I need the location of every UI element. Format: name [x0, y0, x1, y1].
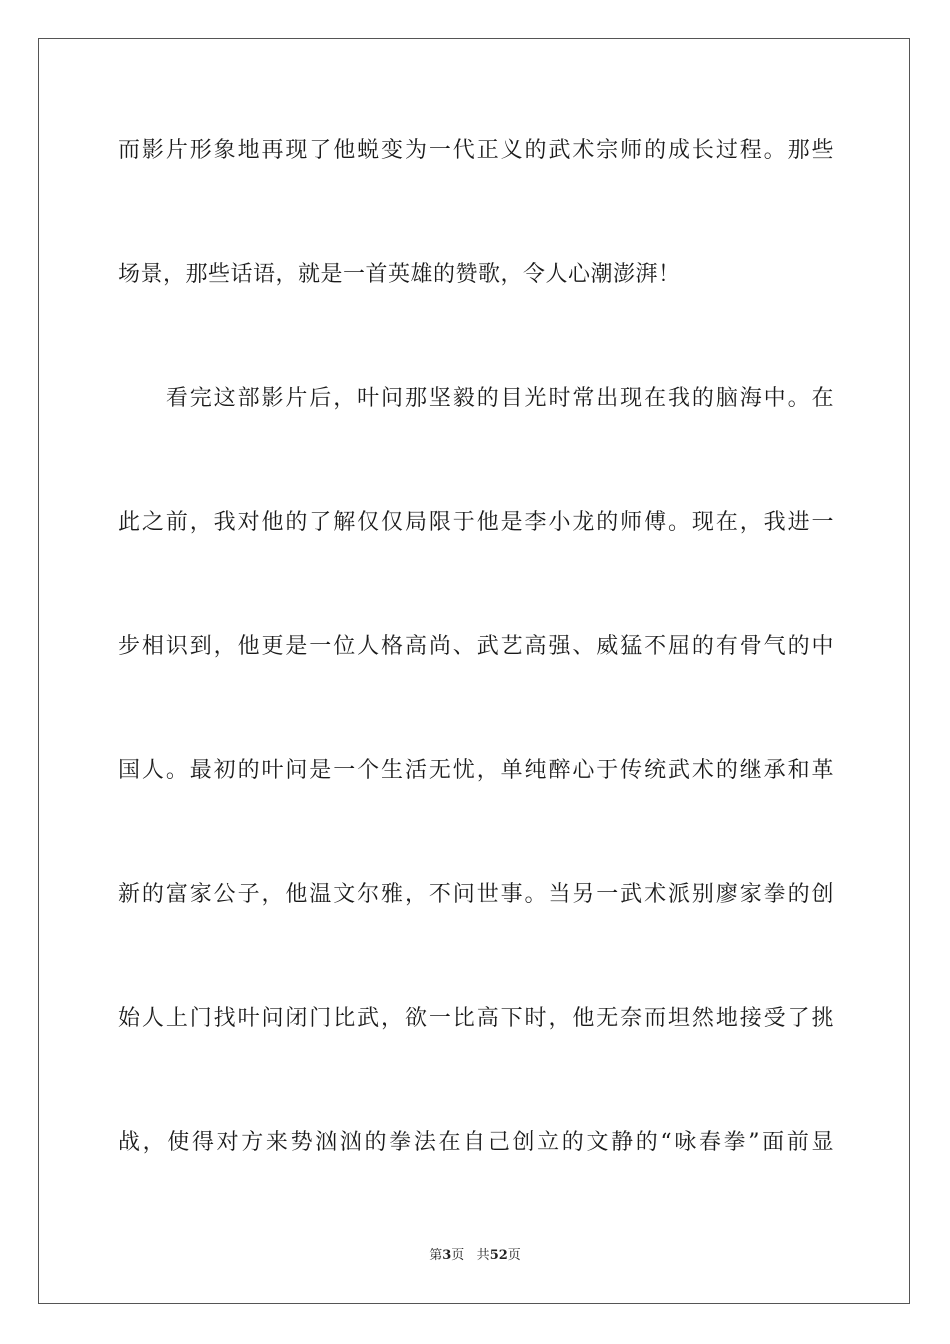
footer-prefix: 第 [429, 1248, 443, 1263]
page-footer [0, 1247, 950, 1265]
text-line-1: 而影片形象地再现了他蜕变为一代正义的武术宗师的成长过程。那些 [118, 138, 834, 163]
text-line-7: 新的富家公子，他温文尔雅，不问世事。当另一武术派别廖家拳的创 [118, 882, 834, 907]
text-line-4: 此之前，我对他的了解仅仅局限于他是李小龙的师傅。现在，我进一 [118, 510, 834, 535]
text-line-8: 始人上门找叶问闭门比武，欲一比高下时，他无奈而坦然地接受了挑 [118, 1006, 834, 1031]
text-line-5: 步相识到，他更是一位人格高尚、武艺高强、威猛不屈的有骨气的中 [118, 634, 834, 659]
text-line-3: 看完这部影片后，叶问那坚毅的目光时常出现在我的脑海中。在 [118, 386, 834, 411]
total-pages-number: 52 [489, 1248, 508, 1263]
current-page-number: 3 [442, 1248, 452, 1263]
text-line-2: 场景，那些话语，就是一首英雄的赞歌，令人心潮澎湃！ [118, 262, 681, 287]
footer-total-suffix: 页 [507, 1248, 521, 1263]
text-line-9: 战，使得对方来势汹汹的拳法在自己创立的文静的“咏春拳”面前显 [118, 1130, 834, 1155]
page-border [38, 38, 910, 1304]
footer-total-prefix: 共 [476, 1248, 490, 1263]
text-line-6: 国人。最初的叶问是一个生活无忧，单纯醉心于传统武术的继承和革 [118, 758, 834, 783]
footer-page-suffix: 页 [451, 1248, 465, 1263]
